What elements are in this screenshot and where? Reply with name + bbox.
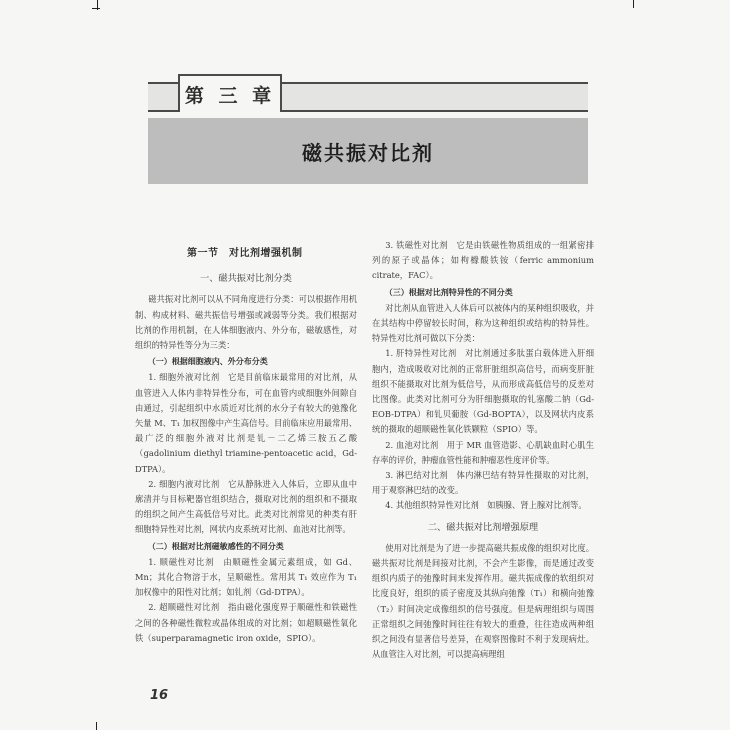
crop-mark-top-left-h: [92, 8, 100, 9]
paragraph: 3. 铁磁性对比剂 它是由铁磁性物质组成的一组紧密排列的原子或晶体；如枸橼酸铁铵（ferric ammonium citrate，FAC）。: [372, 240, 594, 281]
paragraph: 1. 细胞外液对比剂 它是目前临床最常用的对比剂，从血管进入人体内非特异性分布，可在血管内或细胞外间隙自由通过，引起组织中水质近对比剂的水分子有较大的弛豫化矢量 M、T₁ 加权图像中产生高信号。目前临床应用最常用、最广泛的细胞外液对比剂是钆－二乙烯三胺五乙酸（gadolinium diethyl triamine-pentoacetic acid，Gd-DTPA）。: [135, 372, 357, 474]
paragraph: 2. 细胞内液对比剂 它从静脉进入人体后，立即从血中廓清并与目标靶器官组织结合，摄取对比剂的组织和不摄取的组织之间产生高低信号对比。此类对比剂常见的种类有肝细胞特异性对比剂，网状内皮系统对比剂、血池对比剂等。: [135, 478, 357, 535]
chapter-title: 磁共振对比剂: [148, 118, 588, 184]
paragraph: 对比剂从血管进入人体后可以被体内的某种组织吸收，并在其结构中停留较长时间，称为这种组织或结构的特异性。特异性对比剂可做以下分类：: [372, 302, 594, 344]
left-column: [135, 238, 357, 646]
crop-mark-bottom-left: [96, 722, 97, 730]
page-number: 16: [150, 688, 169, 703]
paragraph: 3. 淋巴结对比剂 体内淋巴结有特异性摄取的对比剂，用于观察淋巴结的改变。: [372, 470, 594, 496]
paragraph: 1. 肝特异性对比剂 对比剂通过多肽蛋白载体进入肝细胞内，造成吸收对比剂的正常肝脏组织高信号，而病变肝脏组织不能摄取对比剂为低信号，从而形成高低信号的反差对比图像。此类对比剂可分为肝细胞摄取的钆塞酸二钠（Gd-EOB-DTPA）和钆贝葡胺（Gd-BOPTA），以及网状内皮系统的摄取的超顺磁性氧化铁颗粒（SPIO）等。: [372, 348, 594, 435]
paragraph: 2. 血池对比剂 用于 MR 血管造影、心肌缺血时心肌生存率的评价，肿瘤血管性能和肿瘤恶性度评价等。: [372, 439, 594, 465]
subheading-classification: 一、磁共振对比剂分类: [200, 273, 292, 285]
crop-mark-top-right: [633, 0, 634, 8]
paragraph: 4. 其他组织特异性对比剂 如胰腺、肾上腺对比剂等。: [385, 500, 587, 511]
bold-heading: （三）根据对比剂特异性的不同分类: [384, 287, 513, 297]
chapter-label: 第 三 章: [178, 74, 282, 112]
section-heading: 第一节 对比剂增强机制: [187, 248, 303, 259]
paragraph: 2. 超顺磁性对比剂 指由磁化强度界于顺磁性和铁磁性之间的各种磁性微粒或晶体组成的对比剂；如超顺磁性氧化铁（superparamagnetic iron oxide，SPIO）。: [135, 602, 357, 643]
bold-heading: （一）根据细胞液内、外分布分类: [147, 357, 268, 367]
subheading-principle: 二、磁共振对比剂增强原理: [427, 521, 539, 533]
paragraph: 使用对比剂是为了进一步提高磁共振成像的组织对比度。磁共振对比剂是间接对比剂，不会产生影像，而是通过改变组织内质子的弛豫时间来发挥作用。磁共振成像的软组织对比度良好，组织的质子密度及其纵向弛豫（T₁）和横向弛豫（T₂）时间决定成像组织的信号强度。但是病理组织与周围正常组织之间弛豫时间往往有较大的重叠，往往造成两种组织之间没有显著信号差异，在观察图像时不利于发现病灶。从血管注入对比剂，可以提高病理组: [372, 542, 594, 660]
paragraph: 磁共振对比剂可以从不同角度进行分类：可以根据作用机制、构成材料、磁共振信号增强或减弱等分类。我们根据对比剂的作用机制，在人体细胞液内、外分布，磁敏感性，对组织的特异性等分为三类：: [135, 294, 357, 351]
right-column: [372, 238, 594, 662]
bold-heading: （二）根据对比剂磁敏感性的不同分类: [147, 541, 284, 551]
paragraph: 1. 顺磁性对比剂 由顺磁性金属元素组成，如 Gd、Mn；其化合物溶于水，呈顺磁性。常用其 T₁ 效应作为 T₁ 加权像中的阳性对比剂；如钆剂（Gd-DTPA）。: [135, 556, 357, 598]
